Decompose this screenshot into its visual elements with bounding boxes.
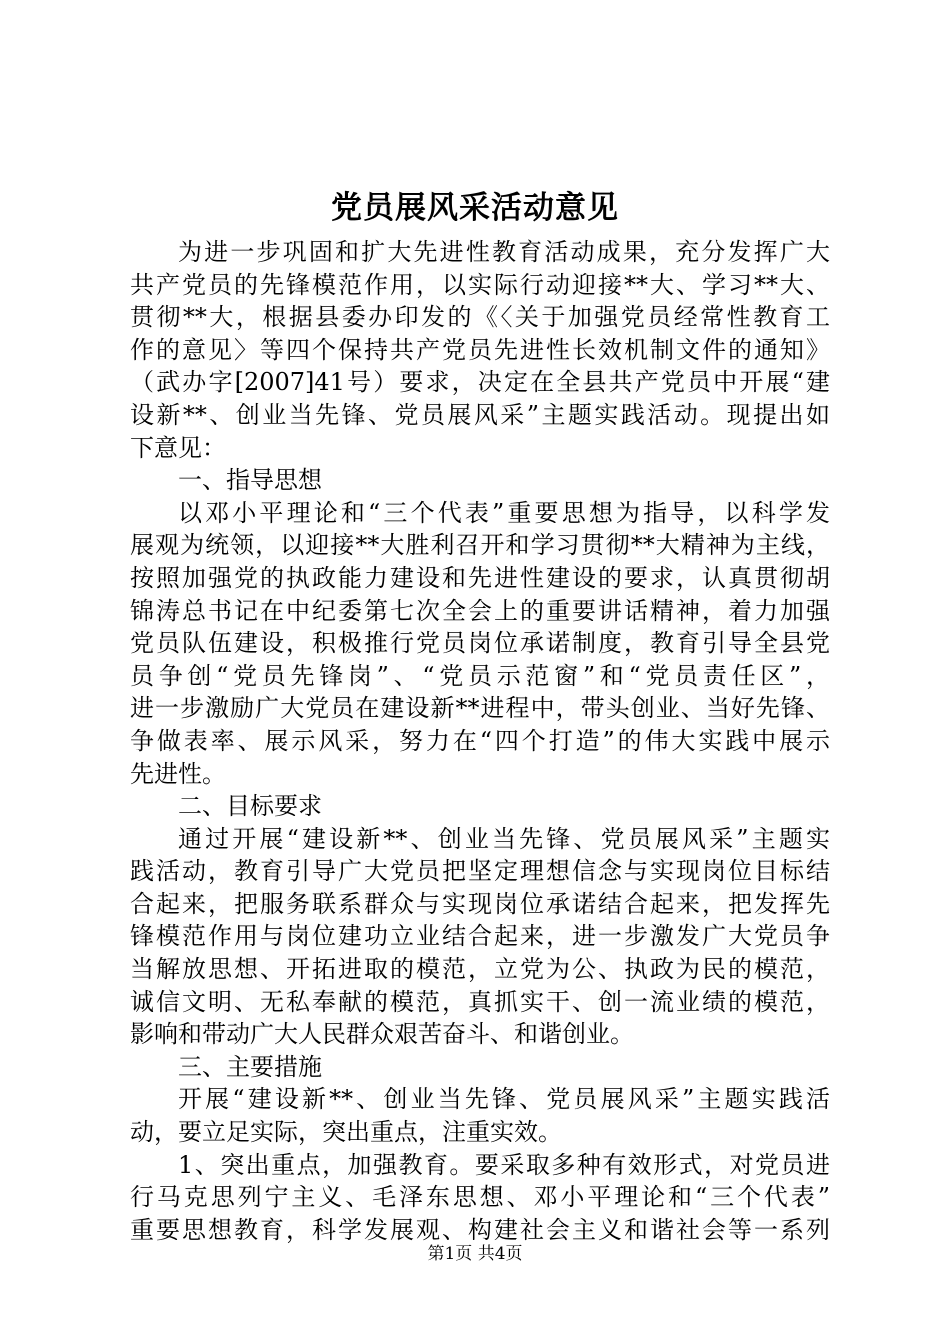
text-line: 展观为统领，以迎接**大胜利召开和学习贯彻**大精神为主线，: [130, 531, 830, 560]
text-line: 锋模范作用与岗位建功立业结合起来，进一步激发广大党员争: [130, 922, 830, 951]
text-line: 三、主要措施: [178, 1052, 322, 1081]
text-line: 开展“建设新**、创业当先锋、党员展风采”主题实践活: [178, 1085, 830, 1114]
text-line: 影响和带动广大人民群众艰苦奋斗、和谐创业。: [130, 1020, 634, 1049]
text-line: 作的意见〉等四个保持共产党员先进性长效机制文件的通知》: [130, 335, 830, 364]
text-line: 按照加强党的执政能力建设和先进性建设的要求，认真贯彻胡: [130, 563, 830, 592]
text-line: 共产党员的先锋模范作用，以实际行动迎接**大、学习**大、: [130, 270, 830, 299]
text-line: 为进一步巩固和扩大先进性教育活动成果，充分发挥广大: [178, 238, 830, 266]
document-body: [130, 236, 830, 1246]
text-line: 争做表率、展示风采，努力在“四个打造”的伟大实践中展示: [130, 726, 830, 755]
text-line: 锦涛总书记在中纪委第七次全会上的重要讲话精神，着力加强: [130, 596, 830, 625]
page-footer: 第1页 共4页: [427, 1244, 523, 1264]
text-line: 下意见：: [130, 433, 226, 462]
text-line: 进一步激励广大党员在建设新**进程中，带头创业、当好先锋、: [130, 694, 830, 723]
text-line: 一、指导思想: [178, 466, 322, 495]
text-line: 贯彻**大，根据县委办印发的《〈关于加强党员经常性教育工: [130, 303, 830, 332]
document-title: 党员展风采活动意见: [331, 190, 619, 226]
text-line: 当解放思想、开拓进取的模范，立党为公、执政为民的模范，: [130, 955, 830, 984]
text-line: 行马克思列宁主义、毛泽东思想、邓小平理论和“三个代表”: [130, 1183, 830, 1212]
text-line: 二、目标要求: [178, 792, 322, 821]
text-line: 员争创“党员先锋岗”、“党员示范窗”和“党员责任区”，: [130, 661, 830, 690]
text-line: 践活动，教育引导广大党员把坚定理想信念与实现岗位目标结: [130, 857, 830, 886]
text-line: 合起来，把服务联系群众与实现岗位承诺结合起来，把发挥先: [130, 889, 830, 918]
text-line: 党员队伍建设，积极推行党员岗位承诺制度，教育引导全县党: [130, 629, 830, 658]
text-line: 重要思想教育，科学发展观、构建社会主义和谐社会等一系列: [130, 1215, 830, 1244]
text-line: 1、突出重点，加强教育。要采取多种有效形式，对党员进: [178, 1150, 830, 1179]
text-line: 设新**、创业当先锋、党员展风采”主题实践活动。现提出如: [130, 400, 830, 429]
text-line: 先进性。: [130, 759, 226, 788]
text-line: （武办字[2007]41号）要求，决定在全县共产党员中开展“建: [130, 368, 830, 397]
text-line: 通过开展“建设新**、创业当先锋、党员展风采”主题实: [178, 824, 830, 853]
text-line: 以邓小平理论和“三个代表”重要思想为指导，以科学发: [178, 498, 830, 527]
text-line: 诚信文明、无私奉献的模范，真抓实干、创一流业绩的模范，: [130, 987, 830, 1016]
text-line: 动，要立足实际，突出重点，注重实效。: [130, 1118, 562, 1147]
